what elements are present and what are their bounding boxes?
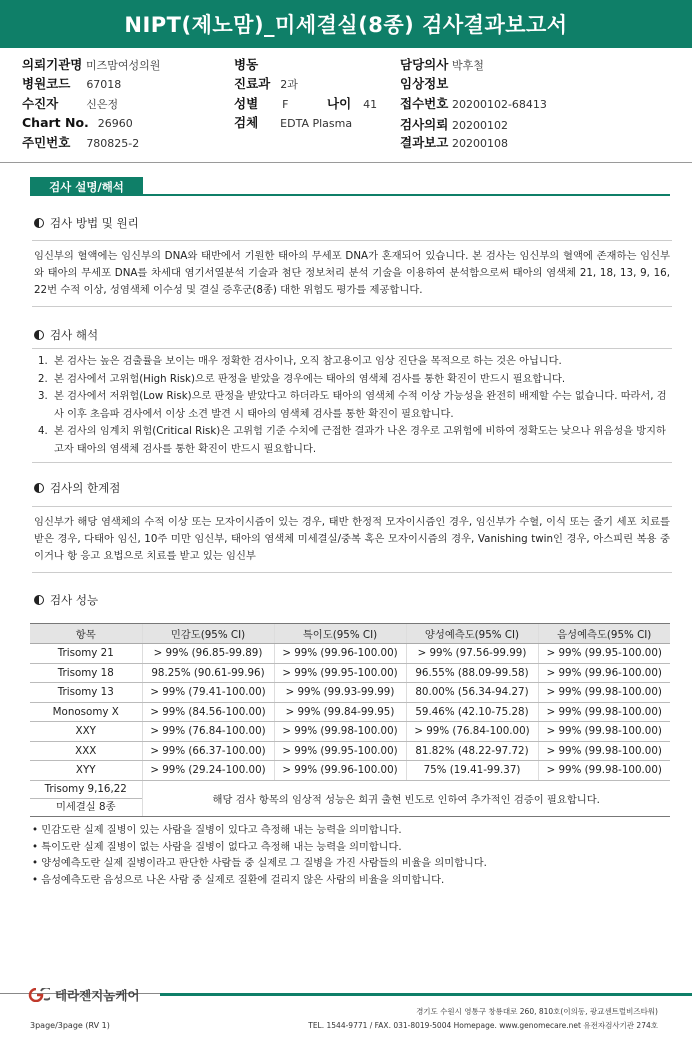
logo-icon [28,988,50,1002]
address-line: 경기도 수원시 영통구 창룡대로 260, 810호(이의동, 광교센트럴비즈타워) [416,1007,658,1016]
table-cell: Trisomy 21 [30,644,142,664]
institution-label: 의뢰기관명 [22,57,83,72]
list-item: 3. 본 검사에서 저위험(Low Risk)으로 판정을 받았다고 하더라도 태아의 염색체 수적 이상 가능성을 완전히 배제할 수는 없습니다. 따라서, 검사 이후 초음파 검사에서 이상 소견 발견 시 태아의 염색체 검사를 통한 확진이 필요합니다. [38,391,667,420]
doctor-value: 박후철 [451,59,484,72]
definitions-list [32,823,487,889]
column-header: 민감도(95% CI) [142,624,274,644]
table-cell: > 99% (99.95-100.00) [274,741,406,761]
table-cell: > 99% (99.93-99.99) [274,683,406,703]
patient-value: 신은정 [86,98,119,111]
dept-label: 진료과 [234,76,271,91]
list-item: 2. 본 검사에서 고위험(High Risk)으로 판정을 받았을 경우에는 태아의 염색체 검사를 통한 확진이 반드시 필요합니다. [38,373,566,385]
logo-text: 테라젠지놈케어 [55,988,140,1003]
table-cell: > 99% (99.98-100.00) [274,722,406,742]
doctor-label: 담당의사 [400,57,449,72]
table-cell: > 99% (99.96-100.00) [274,644,406,664]
table-row [30,702,670,722]
section-banner: 검사 설명/해석 [30,177,143,196]
table-header-row [30,624,670,644]
page-number: 3page/3page (RV 1) [30,1021,110,1030]
limit-title: 검사의 한계점 [50,481,121,495]
patient-label: 수진자 [22,96,59,111]
perf-heading [34,592,98,608]
table-cell: 96.55% (88.09-99.58) [406,663,538,683]
rrn-label: 주민번호 [22,135,71,150]
table-cell: > 99% (99.95-100.00) [538,644,670,664]
table-cell: > 99% (99.98-100.00) [538,761,670,781]
table-cell: Monosomy X [30,702,142,722]
half-circle-icon [34,595,44,605]
half-circle-icon [34,330,44,340]
request-value: 20200102 [451,119,508,132]
table-cell: 81.82% (48.22-97.72) [406,741,538,761]
table-cell: > 99% (99.95-100.00) [274,663,406,683]
interp-title: 검사 해석 [50,328,99,342]
receipt-label: 접수번호 [400,96,449,111]
limit-text: 임신부가 해당 염색체의 수적 이상 또는 모자이시즘이 있는 경우, 태반 한정적 모자이시즘인 경우, 임신부가 수혈, 이식 또는 줄기 세포 치료를 받은 경우, 다태아 임신, 10주 미만 임신부, 태아의 염색체 미세결실/중복 혹은 모자이시즘의 경우, Vanishing twin인 경우, 아스피린 복용 중이거나 항 응고 요법으로 치료를 받고 있는 임신부 [32,506,672,573]
table-cell: > 99% (99.98-100.00) [538,683,670,703]
method-title: 검사 방법 및 원리 [50,216,139,230]
method-heading [34,215,139,231]
table-cell: > 99% (79.41-100.00) [142,683,274,703]
table-cell: XXX [30,741,142,761]
hospital-code-label: 병원코드 [22,76,71,91]
table-cell: > 99% (99.96-100.00) [274,761,406,781]
contact-line: TEL. 1544-9771 / FAX. 031-8019-5004 Homepage. www.genomecare.net 유전자검사기관 274호 [308,1021,658,1030]
column-header: 음성예측도(95% CI) [538,624,670,644]
table-row [30,663,670,683]
footer-address [308,1005,658,1033]
table-row [30,722,670,742]
table-cell: > 99% (99.98-100.00) [538,741,670,761]
age-label: 나이 [327,96,352,111]
sex-label: 성별 [234,96,259,111]
half-circle-icon [34,218,44,228]
table-cell: Trisomy 13 [30,683,142,703]
interp-heading [34,327,98,343]
rrn-value: 780825-2 [86,137,140,150]
limit-heading [34,480,120,496]
company-logo [28,986,140,1004]
perf-title: 검사 성능 [50,593,99,607]
chart-label: Chart No. [22,115,89,130]
table-cell: > 99% (66.37-100.00) [142,741,274,761]
request-label: 검사의뢰 [400,117,449,132]
table-cell: XYY [30,761,142,781]
list-item: 4. 본 검사의 임계치 위험(Critical Risk)은 고위험 기준 수치에 근접한 결과가 나온 경우로 고위험에 비하여 정확도는 낮으나 위음성을 방지하고자 태아의 염색체 검사를 통한 확진이 반드시 필요합니다. [38,426,666,455]
chart-value: 26960 [97,117,133,130]
column-header: 양성예측도(95% CI) [406,624,538,644]
column-header: 항목 [30,624,142,644]
table-cell: > 99% (76.84-100.00) [142,722,274,742]
list-item: • 양성예측도란 실제 질병이라고 판단한 사람들 중 실제로 그 질병을 가진 사람들의 비율을 의미합니다. [32,856,487,873]
table-row [30,761,670,781]
table-cell: 75% (19.41-99.37) [406,761,538,781]
list-item: • 민감도란 실제 질병이 있는 사람을 질병이 있다고 측정해 내는 능력을 의미합니다. [32,823,487,840]
list-item: • 음성예측도란 음성으로 나온 사람 중 실제로 질환에 걸리지 않은 사람의 비율을 의미합니다. [32,873,487,890]
institution-value: 미즈맘여성의원 [86,59,161,72]
table-row [30,644,670,664]
table-row [30,741,670,761]
table-cell: 98.25% (90.61-99.96) [142,663,274,683]
hospital-code-value: 67018 [86,78,122,91]
table-note: 해당 검사 항목의 임상적 성능은 희귀 출현 빈도로 인하여 추가적인 검증이 필요합니다. [142,780,670,816]
header-divider [0,162,692,163]
table-cell: XXY [30,722,142,742]
table-cell: 59.46% (42.10-75.28) [406,702,538,722]
report-date-value: 20200108 [451,137,508,150]
clinical-label: 임상정보 [400,76,449,91]
table-cell [30,780,142,816]
note-item-1: Trisomy 9,16,22 [44,782,127,795]
table-cell: > 99% (99.98-100.00) [538,722,670,742]
table-cell: > 99% (99.98-100.00) [538,702,670,722]
interp-list [32,348,672,463]
dept-value: 2과 [280,78,298,91]
receipt-value: 20200102-68413 [451,98,547,111]
table-row [30,683,670,703]
footer-accent-bar [160,993,692,996]
table-cell: 80.00% (56.34-94.27) [406,683,538,703]
method-text: 임신부의 혈액에는 임신부의 DNA와 태반에서 기원한 태아의 무세포 DNA가 혼재되어 있습니다. 본 검사는 임신부의 혈액에 존재하는 임신부와 태아의 무세포 DNA를 차세대 염기서열분석 기술과 첨단 정보처리 분석 기술을 이용하여 분석함으로써 태아의 염색체 21, 18, 13, 9, 16, 22번 수적 이상, 성염색체 이수성 및 결실 증후군(8종) 대한 위험도 평가를 제공합니다. [32,240,672,307]
table-cell: > 99% (99.84-99.95) [274,702,406,722]
table-cell: > 99% (96.85-99.89) [142,644,274,664]
table-cell: > 99% (29.24-100.00) [142,761,274,781]
performance-table [30,623,670,817]
note-item-2: 미세결실 8종 [30,798,142,816]
table-row [30,780,670,816]
specimen-label: 검체 [234,115,259,130]
age-value: 41 [363,98,378,111]
table-cell: > 99% (84.56-100.00) [142,702,274,722]
column-header: 특이도(95% CI) [274,624,406,644]
table-cell: > 99% (97.56-99.99) [406,644,538,664]
list-item: 1. 본 검사는 높은 검출률을 보이는 매우 정확한 검사이나, 오직 참고용이고 임상 진단을 목적으로 하는 것은 아닙니다. [38,356,562,367]
ward-label: 병동 [234,57,259,72]
sex-value: F [282,98,289,111]
specimen-value: EDTA Plasma [280,117,353,130]
table-cell: Trisomy 18 [30,663,142,683]
table-cell: > 99% (99.96-100.00) [538,663,670,683]
half-circle-icon [34,483,44,493]
table-cell: > 99% (76.84-100.00) [406,722,538,742]
report-date-label: 결과보고 [400,135,449,150]
report-title: NIPT(제노맘)_미세결실(8종) 검사결과보고서 [0,0,692,48]
list-item: • 특이도란 실제 질병이 없는 사람을 질병이 없다고 측정해 내는 능력을 의미합니다. [32,840,487,857]
